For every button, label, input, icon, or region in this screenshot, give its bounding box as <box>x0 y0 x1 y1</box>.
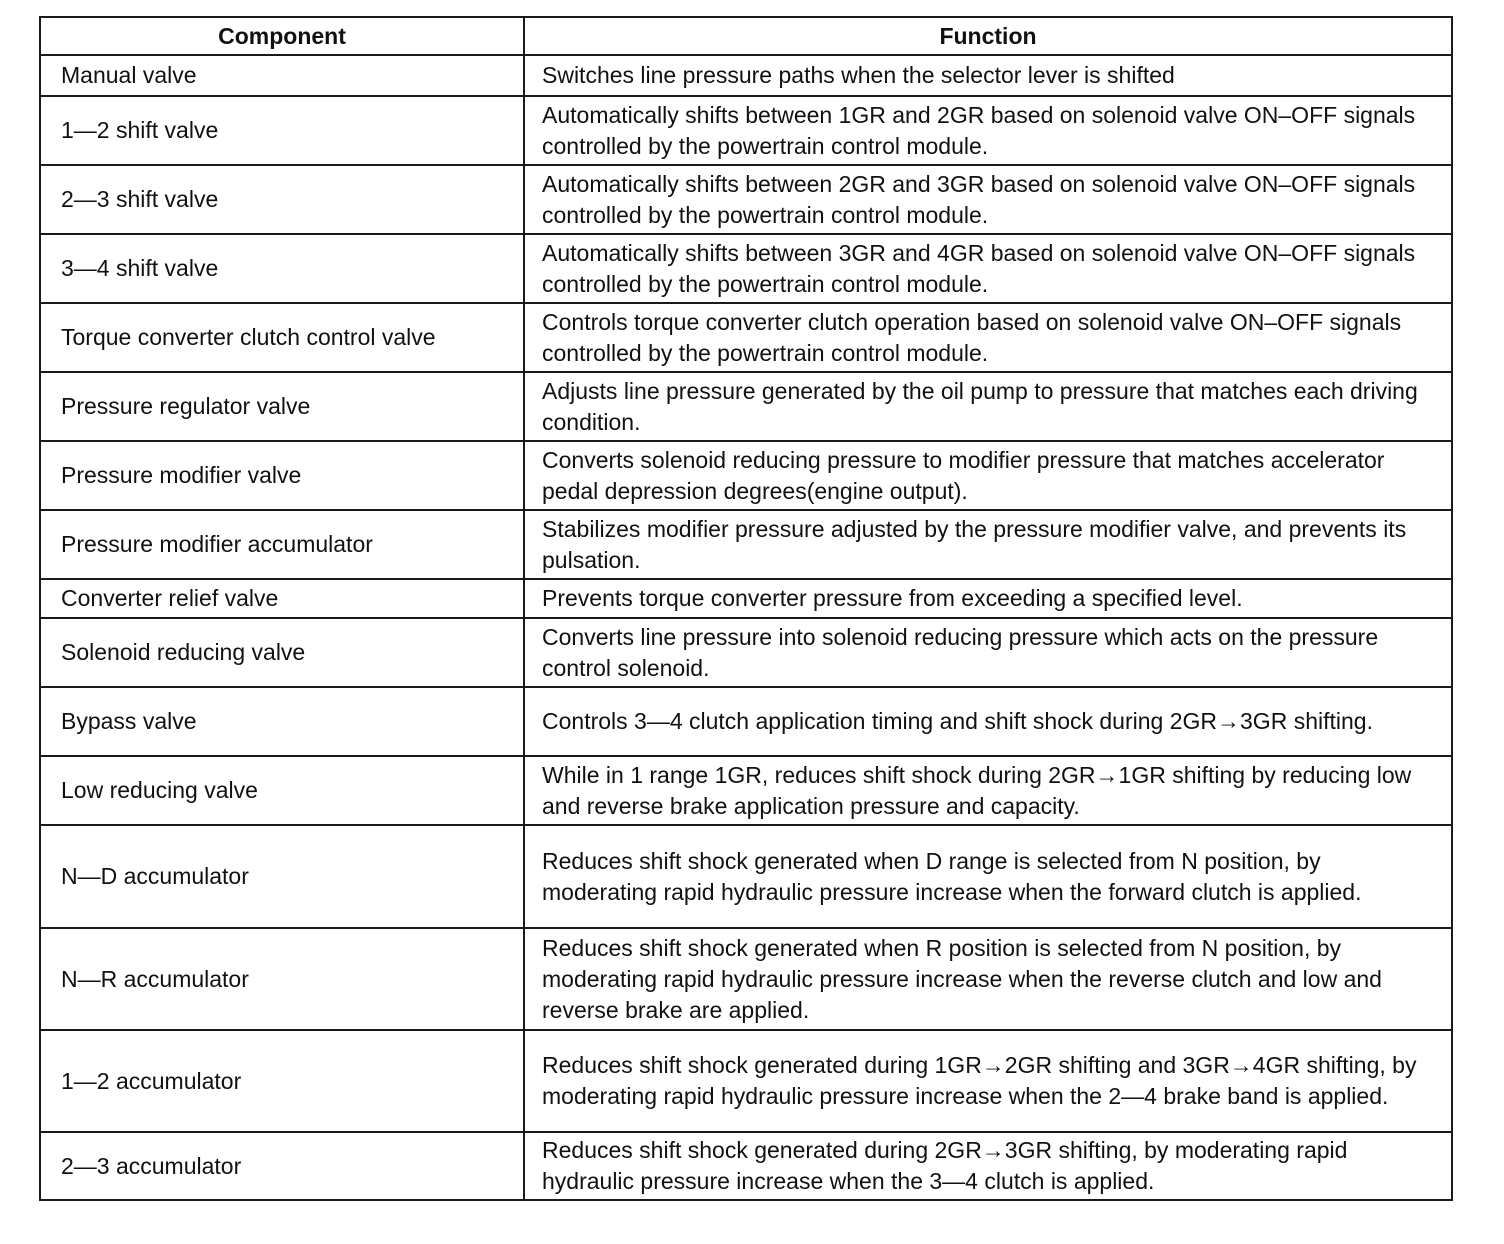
component-function-table <box>39 16 1453 1201</box>
function-cell: Automatically shifts between 1GR and 2GR based on solenoid valve ON–OFF signals controlled by the powertrain control module. <box>524 96 1452 165</box>
component-cell: 2—3 shift valve <box>40 165 524 234</box>
table-row <box>40 96 1452 165</box>
function-cell: Converts solenoid reducing pressure to modifier pressure that matches accelerator pedal depression degrees(engine output). <box>524 441 1452 510</box>
table-row <box>40 687 1452 756</box>
component-cell: Manual valve <box>40 55 524 96</box>
table-row <box>40 441 1452 510</box>
table-row <box>40 372 1452 441</box>
component-cell: Bypass valve <box>40 687 524 756</box>
component-cell: 1—2 accumulator <box>40 1030 524 1132</box>
component-cell: N—D accumulator <box>40 825 524 928</box>
function-cell: Automatically shifts between 2GR and 3GR based on solenoid valve ON–OFF signals controlled by the powertrain control module. <box>524 165 1452 234</box>
function-cell: Automatically shifts between 3GR and 4GR based on solenoid valve ON–OFF signals controlled by the powertrain control module. <box>524 234 1452 303</box>
table-row <box>40 234 1452 303</box>
function-cell: Controls torque converter clutch operation based on solenoid valve ON–OFF signals controlled by the powertrain control module. <box>524 303 1452 372</box>
header-function: Function <box>524 17 1452 55</box>
table-row <box>40 510 1452 579</box>
table-row <box>40 928 1452 1030</box>
component-cell: Pressure modifier valve <box>40 441 524 510</box>
component-cell: Pressure modifier accumulator <box>40 510 524 579</box>
table-row <box>40 165 1452 234</box>
table-row <box>40 303 1452 372</box>
function-cell: Reduces shift shock generated when D range is selected from N position, by moderating rapid hydraulic pressure increase when the forward clutch is applied. <box>524 825 1452 928</box>
function-cell: Stabilizes modifier pressure adjusted by the pressure modifier valve, and prevents its pulsation. <box>524 510 1452 579</box>
component-cell: 2—3 accumulator <box>40 1132 524 1200</box>
table-row <box>40 618 1452 687</box>
table-row <box>40 1030 1452 1132</box>
function-cell: Reduces shift shock generated when R position is selected from N position, by moderating rapid hydraulic pressure increase when the reverse clutch and low and reverse brake are applied. <box>524 928 1452 1030</box>
table-row <box>40 756 1452 825</box>
table-row <box>40 579 1452 618</box>
table-header-row <box>40 17 1452 55</box>
component-function-table-sheet <box>39 16 1451 1201</box>
function-cell: Converts line pressure into solenoid reducing pressure which acts on the pressure control solenoid. <box>524 618 1452 687</box>
function-cell: Switches line pressure paths when the selector lever is shifted <box>524 55 1452 96</box>
component-cell: Pressure regulator valve <box>40 372 524 441</box>
function-cell: Reduces shift shock generated during 2GR→3GR shifting, by moderating rapid hydraulic pressure increase when the 3—4 clutch is applied. <box>524 1132 1452 1200</box>
function-cell: While in 1 range 1GR, reduces shift shock during 2GR→1GR shifting by reducing low and reverse brake application pressure and capacity. <box>524 756 1452 825</box>
table-row <box>40 825 1452 928</box>
table-row <box>40 1132 1452 1200</box>
function-cell: Controls 3—4 clutch application timing and shift shock during 2GR→3GR shifting. <box>524 687 1452 756</box>
component-cell: Low reducing valve <box>40 756 524 825</box>
function-cell: Reduces shift shock generated during 1GR→2GR shifting and 3GR→4GR shifting, by moderating rapid hydraulic pressure increase when the 2—4 brake band is applied. <box>524 1030 1452 1132</box>
function-cell: Prevents torque converter pressure from exceeding a specified level. <box>524 579 1452 618</box>
function-cell: Adjusts line pressure generated by the oil pump to pressure that matches each driving condition. <box>524 372 1452 441</box>
component-cell: Solenoid reducing valve <box>40 618 524 687</box>
header-component: Component <box>40 17 524 55</box>
component-cell: Torque converter clutch control valve <box>40 303 524 372</box>
component-cell: 1—2 shift valve <box>40 96 524 165</box>
component-cell: 3—4 shift valve <box>40 234 524 303</box>
component-cell: N—R accumulator <box>40 928 524 1030</box>
table-row <box>40 55 1452 96</box>
component-cell: Converter relief valve <box>40 579 524 618</box>
